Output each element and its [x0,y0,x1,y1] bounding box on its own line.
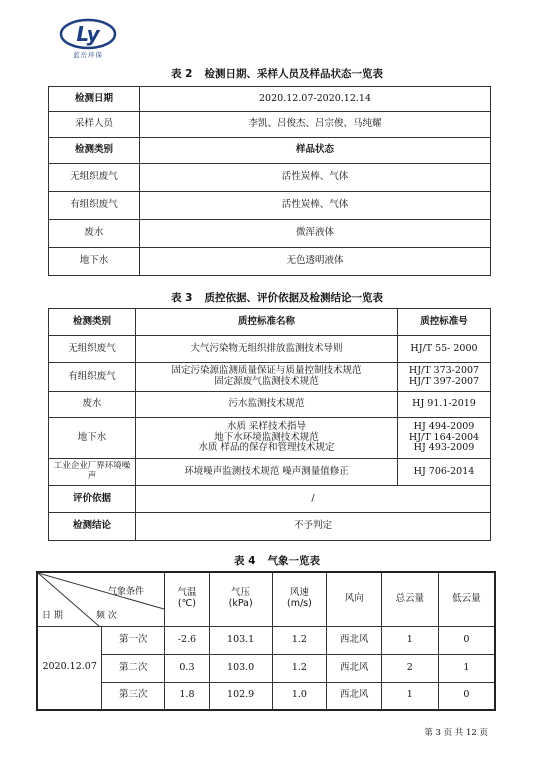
freq-cell: 第三次 [102,682,165,710]
freq-cell: 第一次 [102,626,165,654]
table2-caption-no: 表 2 [171,68,193,80]
table-row [49,309,491,336]
date-cell: 2020.12.07 [37,626,102,710]
standard-name: 污水监测技术规范 [228,398,305,410]
table-row [49,138,491,164]
table-row [49,220,491,248]
header-name: 风速 [289,587,309,599]
table-row [49,486,491,513]
table2-caption-title: 检测日期、采样人员及样品状态一览表 [204,68,383,80]
state-cell: 活性炭棒、气体 [140,192,491,220]
table-row [49,513,491,541]
table-row [37,572,495,626]
standard-no-cell [398,363,491,392]
standard-no: HJ 91.1-2019 [412,398,476,410]
category-cell: 有组织废气 [49,363,136,392]
total-cloud-cell: 1 [381,626,438,654]
conclusion-label: 检测结论 [49,513,136,541]
category-cell: 工业企业厂界环境噪声 [49,459,136,486]
wind-dir-cell: 西北风 [327,654,382,682]
temp-cell: 0.3 [165,654,210,682]
table-row [37,626,495,654]
table-row [37,654,495,682]
standard-name-cell [136,392,398,418]
standard-name: 水质 采样技术指导 [226,420,307,432]
table2-sampling-info [48,86,491,276]
wind-dir-cell: 西北风 [327,626,382,654]
conclusion-value: 不予判定 [136,513,491,541]
category-cell: 无组织废气 [49,164,140,192]
table3-caption [0,290,554,305]
state-cell: 无色透明液体 [140,248,491,276]
total-cloud-cell: 2 [381,654,438,682]
temp-header [165,572,210,626]
standard-no: HJ/T 55- 2000 [410,342,478,354]
table-row [49,336,491,363]
table-row [49,418,491,459]
logo-text: 蓝岳环保 [73,51,103,59]
corner-condition-label: 气象条件 [108,587,145,597]
standard-name: 固定源废气监测技术规范 [214,376,319,387]
category-header: 检测类别 [49,138,140,164]
wind-speed-cell: 1.0 [272,682,327,710]
wind-dir-header: 风向 [327,572,382,626]
header-unit: (℃) [177,598,196,610]
category-cell: 无组织废气 [49,336,136,363]
table-row [37,682,495,710]
table4-caption [0,553,554,568]
temp-cell: -2.6 [165,626,210,654]
standard-name-header: 质控标准名称 [136,309,398,336]
pressure-header [209,572,272,626]
table3-caption-title: 质控依据、评价依据及检测结论一览表 [204,292,383,304]
header-name: 气温 [177,587,197,599]
standard-name-cell [136,336,398,363]
wind-dir-cell: 西北风 [327,682,382,710]
state-cell: 微浑液体 [140,220,491,248]
standard-no: HJ/T 373-2007 [408,365,480,377]
header-unit: (m/s) [286,598,312,610]
category-cell: 地下水 [49,418,136,459]
standard-name: 水质 样品的保存和管理技术规定 [198,442,335,454]
corner-header [37,572,165,626]
date-value: 2020.12.07-2020.12.14 [140,87,491,112]
page-number: 第 3 页 共 12 页 [424,728,488,738]
standard-name: 大气污染物无组织排放监测技术导则 [190,342,343,354]
logo-mark: Ly [76,22,100,46]
table-row [49,192,491,220]
standard-no: HJ/T 164-2004 [408,431,480,443]
low-cloud-header: 低云量 [438,572,495,626]
standard-name: 固定污染源监测质量保证与质量控制技术规范 [171,365,362,377]
table4-weather [36,571,496,711]
table-row [49,363,491,392]
header-unit: (kPa) [228,598,253,610]
category-cell: 废水 [49,220,140,248]
pressure-cell: 103.0 [209,654,272,682]
total-cloud-header: 总云量 [381,572,438,626]
standard-name-cell [136,418,398,459]
state-cell: 活性炭棒、气体 [140,164,491,192]
standard-name: 环境噪声监测技术规范 噪声测量值修正 [184,465,349,477]
standard-name: 地下水环境监测技术规范 [214,431,319,443]
eval-label: 评价依据 [49,486,136,513]
logo-mark-icon [58,18,118,50]
standard-no-cell [398,418,491,459]
company-logo [58,18,118,62]
wind-speed-header [272,572,327,626]
standard-name-cell [136,459,398,486]
standard-no: HJ 494-2009 [413,420,475,432]
table-row [49,392,491,418]
wind-speed-cell: 1.2 [272,626,327,654]
table-row [49,112,491,138]
standard-no-cell [398,392,491,418]
category-cell: 地下水 [49,248,140,276]
pressure-cell: 103.1 [209,626,272,654]
eval-value: / [136,486,491,513]
category-cell: 废水 [49,392,136,418]
standard-no: HJ 706-2014 [413,465,475,477]
sampler-value: 李凯、吕俊杰、吕宗俊、马纯耀 [140,112,491,138]
total-cloud-cell: 1 [381,682,438,710]
table4-caption-no: 表 4 [234,555,256,567]
freq-cell: 第二次 [102,654,165,682]
table-row [49,248,491,276]
low-cloud-cell: 1 [438,654,495,682]
wind-speed-cell: 1.2 [272,654,327,682]
table-row [49,459,491,486]
header-name: 气压 [231,587,251,599]
low-cloud-cell: 0 [438,626,495,654]
pressure-cell: 102.9 [209,682,272,710]
standard-no-cell [398,459,491,486]
temp-cell: 1.8 [165,682,210,710]
state-header: 样品状态 [140,138,491,164]
table-row [49,87,491,112]
corner-freq-label: 频 次 [96,611,117,621]
low-cloud-cell: 0 [438,682,495,710]
category-header: 检测类别 [49,309,136,336]
standard-no: HJ/T 397-2007 [408,376,480,387]
category-cell: 有组织废气 [49,192,140,220]
standard-no-header: 质控标准号 [398,309,491,336]
sampler-label: 采样人员 [49,112,140,138]
standard-no: HJ 493-2009 [413,442,475,454]
standard-no-cell [398,336,491,363]
table2-caption [0,66,554,81]
standard-name-cell [136,363,398,392]
date-label: 检测日期 [49,87,140,112]
table-row [49,164,491,192]
table3-caption-no: 表 3 [171,292,193,304]
table3-quality-control [48,308,491,541]
corner-date-label: 日 期 [42,611,63,621]
table4-caption-title: 气象一览表 [267,555,320,567]
